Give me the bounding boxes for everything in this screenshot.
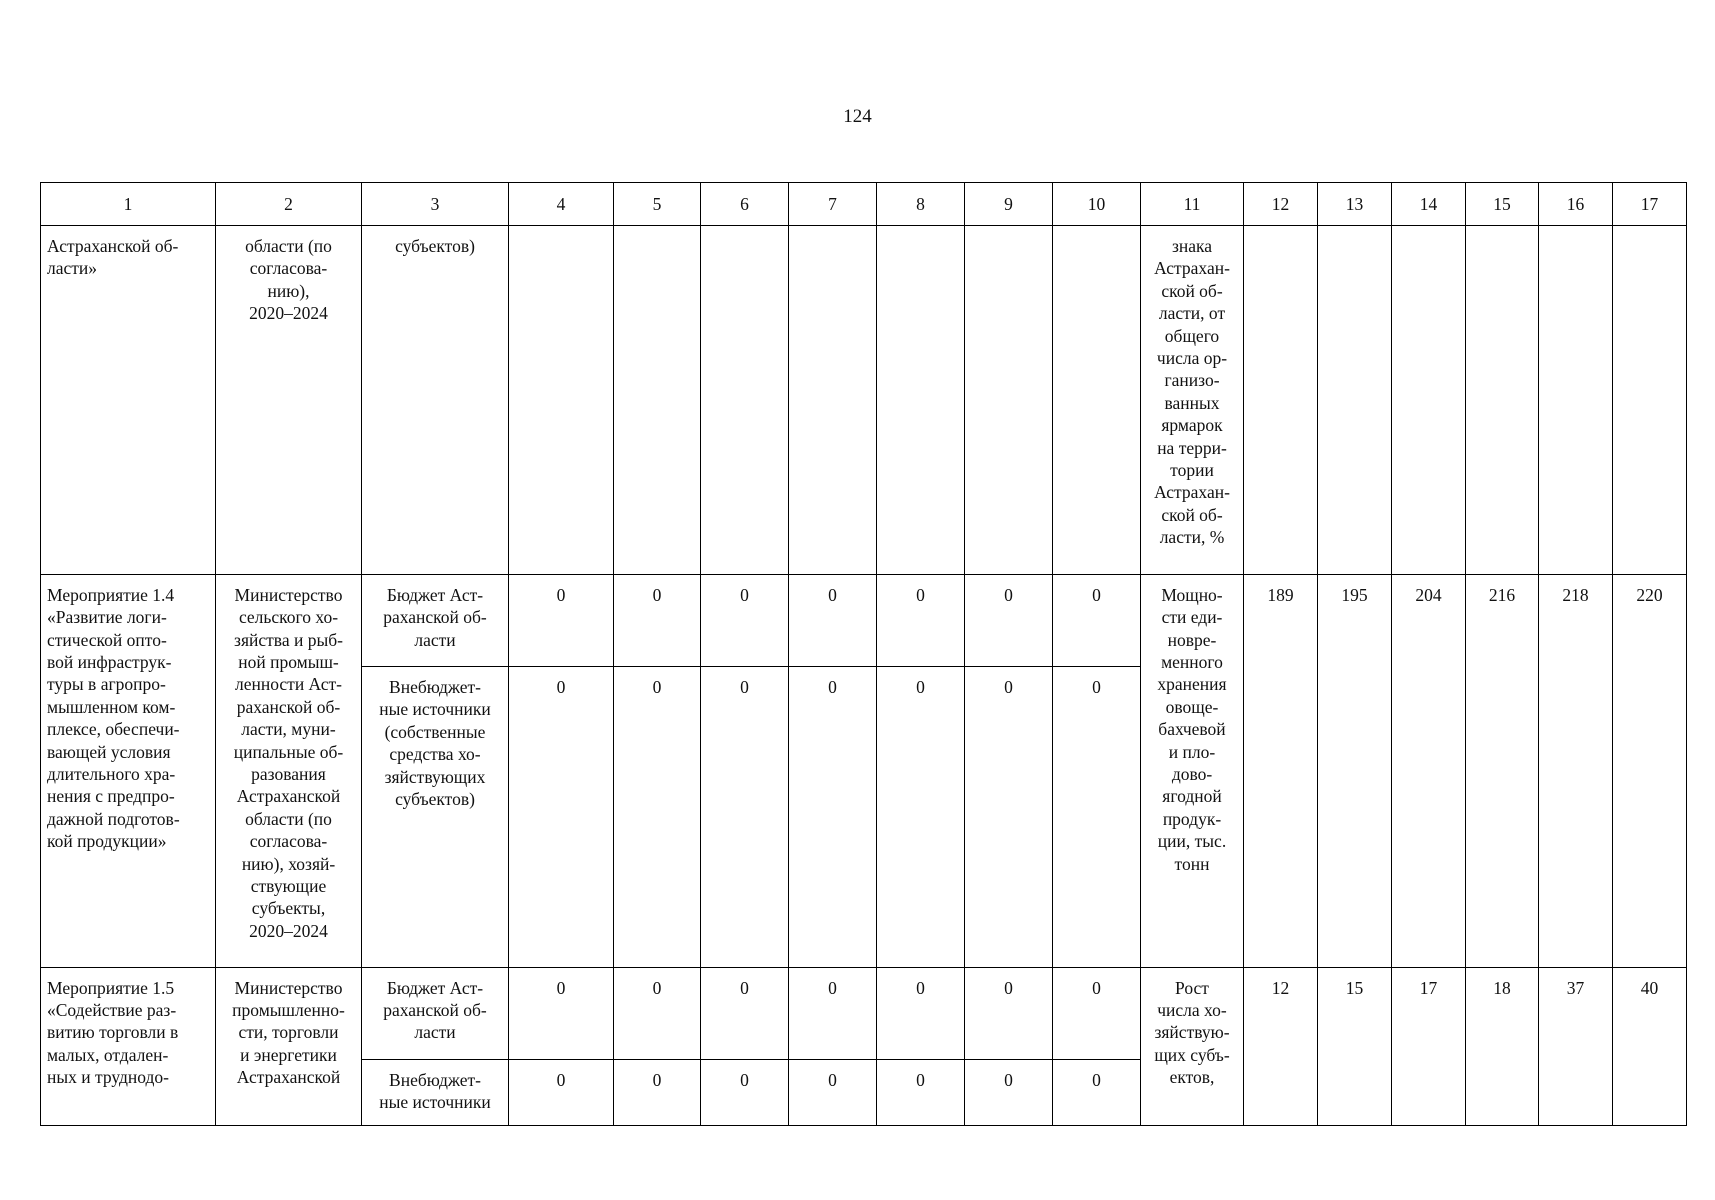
funding-value-cell: 0 [614, 1059, 701, 1125]
empty-cell [1613, 226, 1687, 575]
executor-cell: области (по согласова- нию), 2020–2024 [216, 226, 362, 575]
funding-value-cell: 0 [877, 967, 965, 1059]
header-cell: 8 [877, 183, 965, 226]
program-table [40, 182, 1687, 1126]
indicator-value-cell: 17 [1392, 967, 1466, 1125]
funding-value-cell: 0 [877, 667, 965, 968]
measure-1-5-budget-row [41, 967, 1687, 1059]
header-cell: 16 [1539, 183, 1613, 226]
header-cell: 11 [1141, 183, 1244, 226]
funding-value-cell: 0 [789, 1059, 877, 1125]
indicator-name-cell: знака Астрахан- ской об- ласти, от общего числа ор- ганизо- ванных ярмарок на терри- тории Астрахан- ской об- ласти, % [1141, 226, 1244, 575]
measure-name-cell: Астраханской об- ласти» [41, 226, 216, 575]
page-number: 124 [843, 106, 872, 127]
header-cell: 10 [1053, 183, 1141, 226]
funding-value-cell: 0 [789, 667, 877, 968]
empty-cell [877, 226, 965, 575]
funding-value-cell: 0 [877, 574, 965, 666]
funding-value-cell: 0 [965, 574, 1053, 666]
funding-value-cell: 0 [509, 967, 614, 1059]
header-cell: 6 [701, 183, 789, 226]
funding-value-cell: 0 [1053, 1059, 1141, 1125]
empty-cell [1244, 226, 1318, 575]
header-row [41, 183, 1687, 226]
executor-cell: Министерство сельского хо- зяйства и рыб- ной промыш- ленности Аст- раханской об- ласти, муни- ципальные об- разования Астраханской области (по согласова- нию), хозяй- ствующие субъекты, 2020–2024 [216, 574, 362, 967]
header-cell: 17 [1613, 183, 1687, 226]
indicator-value-cell: 40 [1613, 967, 1687, 1125]
empty-cell [614, 226, 701, 575]
indicator-name-cell: Мощно- сти еди- новре- менного хранения овоще- бахчевой и пло- дово- ягодной продук- ции, тыс. тонн [1141, 574, 1244, 967]
continuation-row [41, 226, 1687, 575]
empty-cell [1392, 226, 1466, 575]
empty-cell [1318, 226, 1392, 575]
header-cell: 7 [789, 183, 877, 226]
funding-value-cell: 0 [614, 967, 701, 1059]
funding-value-cell: 0 [509, 1059, 614, 1125]
header-cell: 2 [216, 183, 362, 226]
funding-source-cell: субъектов) [362, 226, 509, 575]
header-cell: 13 [1318, 183, 1392, 226]
header-cell: 9 [965, 183, 1053, 226]
executor-cell: Министерство промышленно- сти, торговли и энергетики Астраханской [216, 967, 362, 1125]
header-cell: 4 [509, 183, 614, 226]
funding-value-cell: 0 [701, 574, 789, 666]
funding-value-cell: 0 [1053, 967, 1141, 1059]
indicator-value-cell: 37 [1539, 967, 1613, 1125]
empty-cell [1466, 226, 1539, 575]
header-cell: 3 [362, 183, 509, 226]
indicator-value-cell: 18 [1466, 967, 1539, 1125]
empty-cell [1539, 226, 1613, 575]
funding-source-cell: Бюджет Аст- раханской об- ласти [362, 967, 509, 1059]
funding-value-cell: 0 [877, 1059, 965, 1125]
indicator-value-cell: 220 [1613, 574, 1687, 967]
indicator-value-cell: 195 [1318, 574, 1392, 967]
funding-value-cell: 0 [509, 574, 614, 666]
funding-value-cell: 0 [1053, 574, 1141, 666]
indicator-value-cell: 204 [1392, 574, 1466, 967]
header-cell: 14 [1392, 183, 1466, 226]
empty-cell [509, 226, 614, 575]
indicator-value-cell: 12 [1244, 967, 1318, 1125]
measure-name-cell: Мероприятие 1.4 «Развитие логи- стической опто- вой инфраструк- туры в агропро- мышленном ком- плексе, обеспечи- вающей условия длительного хра- нения с предпро- дажной подготов- кой продукции» [41, 574, 216, 967]
measure-1-4-budget-row [41, 574, 1687, 666]
funding-value-cell: 0 [509, 667, 614, 968]
indicator-value-cell: 218 [1539, 574, 1613, 967]
funding-value-cell: 0 [789, 574, 877, 666]
funding-value-cell: 0 [1053, 667, 1141, 968]
indicator-name-cell: Рост числа хо- зяйствую- щих субъ- ектов, [1141, 967, 1244, 1125]
funding-value-cell: 0 [614, 667, 701, 968]
header-cell: 12 [1244, 183, 1318, 226]
empty-cell [1053, 226, 1141, 575]
funding-value-cell: 0 [701, 967, 789, 1059]
funding-source-cell: Бюджет Аст- раханской об- ласти [362, 574, 509, 666]
empty-cell [965, 226, 1053, 575]
measure-name-cell: Мероприятие 1.5 «Содействие раз- витию торговли в малых, отдален- ных и труднодо- [41, 967, 216, 1125]
funding-value-cell: 0 [965, 967, 1053, 1059]
header-cell: 5 [614, 183, 701, 226]
funding-source-cell: Внебюджет- ные источники [362, 1059, 509, 1125]
funding-source-cell: Внебюджет- ные источники (собственные средства хо- зяйствующих субъектов) [362, 667, 509, 968]
empty-cell [701, 226, 789, 575]
header-cell: 1 [41, 183, 216, 226]
funding-value-cell: 0 [614, 574, 701, 666]
indicator-value-cell: 189 [1244, 574, 1318, 967]
funding-value-cell: 0 [965, 667, 1053, 968]
funding-value-cell: 0 [965, 1059, 1053, 1125]
funding-value-cell: 0 [789, 967, 877, 1059]
header-cell: 15 [1466, 183, 1539, 226]
indicator-value-cell: 15 [1318, 967, 1392, 1125]
empty-cell [789, 226, 877, 575]
indicator-value-cell: 216 [1466, 574, 1539, 967]
funding-value-cell: 0 [701, 667, 789, 968]
funding-value-cell: 0 [701, 1059, 789, 1125]
